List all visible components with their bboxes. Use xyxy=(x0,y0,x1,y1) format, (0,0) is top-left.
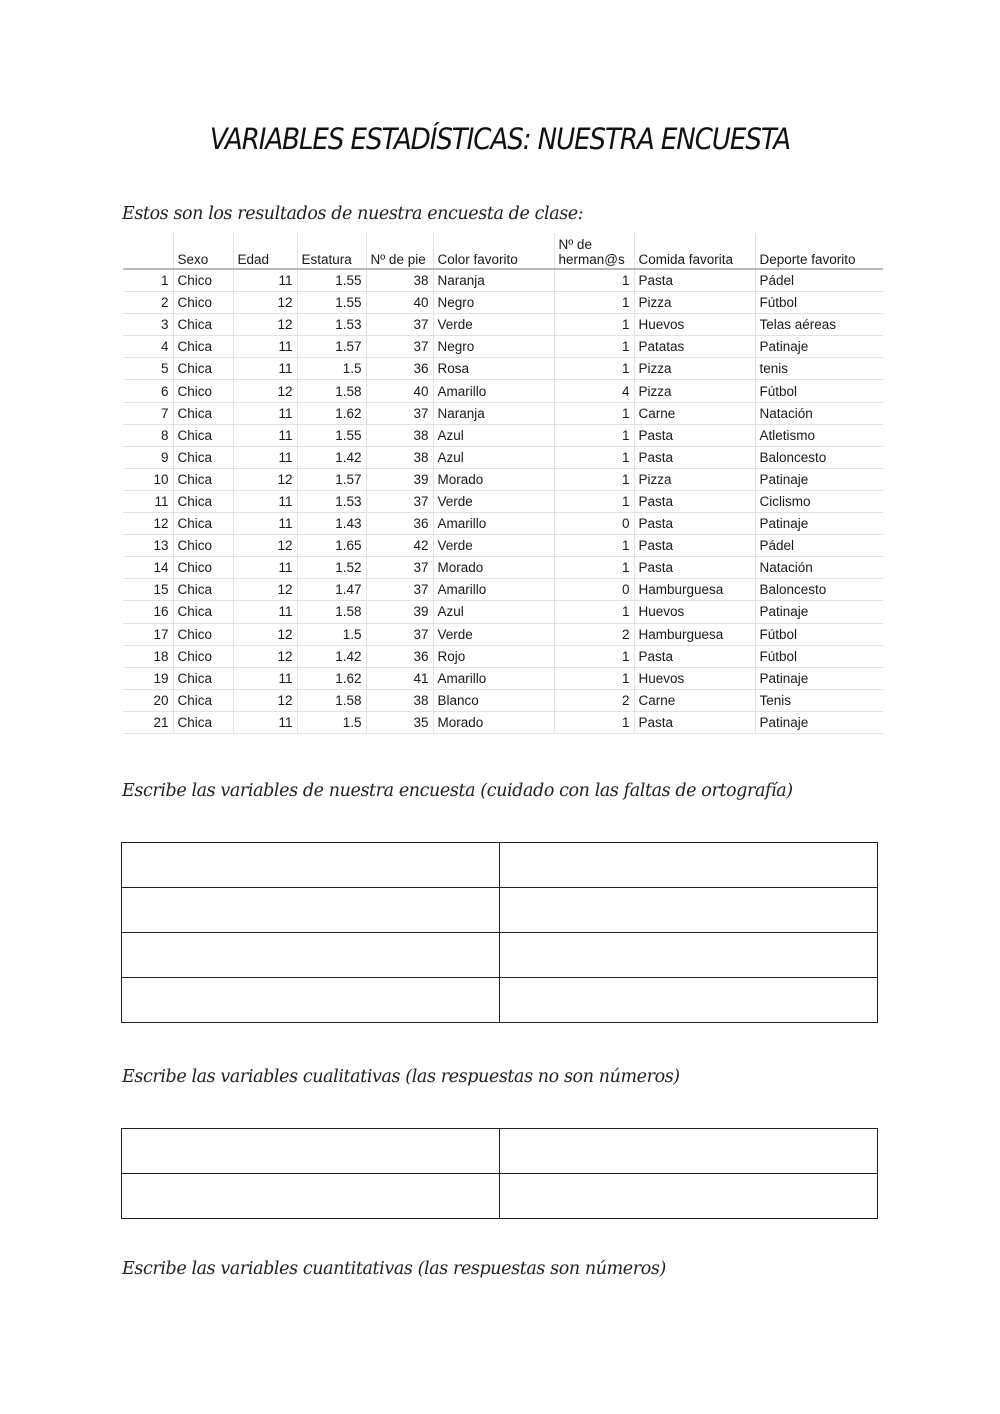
table-cell: 1 xyxy=(554,314,634,336)
table-cell: 2 xyxy=(554,623,634,645)
answer-row xyxy=(122,933,878,978)
table-cell: Patinaje xyxy=(755,711,883,733)
table-cell: Morado xyxy=(433,468,554,490)
answer-cell[interactable] xyxy=(122,1129,500,1174)
table-cell: Chica xyxy=(173,490,233,512)
table-cell: 12 xyxy=(233,579,297,601)
table-row xyxy=(123,358,883,380)
table-cell: 6 xyxy=(123,380,173,402)
table-row xyxy=(123,468,883,490)
table-cell: Negro xyxy=(433,336,554,358)
table-cell: 37 xyxy=(366,557,433,579)
table-cell: 15 xyxy=(123,579,173,601)
table-cell: 11 xyxy=(233,711,297,733)
table-cell: 1.55 xyxy=(297,292,366,314)
variables-answer-grid xyxy=(121,842,878,1023)
table-cell: 37 xyxy=(366,402,433,424)
table-cell: 18 xyxy=(123,645,173,667)
table-cell: Chica xyxy=(173,402,233,424)
answer-row xyxy=(122,1174,878,1219)
table-row xyxy=(123,513,883,535)
table-cell: 1 xyxy=(554,557,634,579)
table-cell: 1.53 xyxy=(297,490,366,512)
table-cell: Chica xyxy=(173,601,233,623)
column-header xyxy=(123,233,173,269)
table-cell: 1.58 xyxy=(297,601,366,623)
column-header: Comida favorita xyxy=(634,233,755,269)
table-cell: 1 xyxy=(554,446,634,468)
table-cell: Fútbol xyxy=(755,380,883,402)
table-cell: 11 xyxy=(123,490,173,512)
table-row xyxy=(123,557,883,579)
table-cell: 17 xyxy=(123,623,173,645)
answer-cell[interactable] xyxy=(500,843,878,888)
table-cell: 12 xyxy=(233,645,297,667)
table-cell: Patinaje xyxy=(755,601,883,623)
table-cell: 11 xyxy=(233,402,297,424)
table-cell: 9 xyxy=(123,446,173,468)
table-cell: Azul xyxy=(433,424,554,446)
table-row xyxy=(123,601,883,623)
table-cell: Pádel xyxy=(755,535,883,557)
table-cell: 1.62 xyxy=(297,402,366,424)
table-cell: 1 xyxy=(123,269,173,292)
table-cell: Chico xyxy=(173,623,233,645)
table-cell: 35 xyxy=(366,711,433,733)
table-cell: Chica xyxy=(173,689,233,711)
table-cell: Amarillo xyxy=(433,513,554,535)
answer-cell[interactable] xyxy=(500,888,878,933)
table-cell: 38 xyxy=(366,424,433,446)
table-cell: 2 xyxy=(123,292,173,314)
table-cell: Pasta xyxy=(634,535,755,557)
table-cell: 20 xyxy=(123,689,173,711)
table-cell: 10 xyxy=(123,468,173,490)
table-cell: 1.52 xyxy=(297,557,366,579)
qualitative-answer-grid xyxy=(121,1128,878,1219)
table-cell: 7 xyxy=(123,402,173,424)
table-cell: Pizza xyxy=(634,380,755,402)
table-cell: Verde xyxy=(433,490,554,512)
table-cell: 11 xyxy=(233,557,297,579)
table-cell: Pasta xyxy=(634,446,755,468)
table-cell: 1.55 xyxy=(297,269,366,292)
table-row xyxy=(123,402,883,424)
table-cell: Fútbol xyxy=(755,645,883,667)
answer-cell[interactable] xyxy=(500,978,878,1023)
answer-cell[interactable] xyxy=(122,843,500,888)
results-label: Estos son los resultados de nuestra encuesta de clase: xyxy=(122,204,584,224)
table-cell: Chica xyxy=(173,579,233,601)
table-cell: 1.42 xyxy=(297,446,366,468)
table-row xyxy=(123,314,883,336)
table-cell: Chica xyxy=(173,711,233,733)
table-cell: 19 xyxy=(123,667,173,689)
table-cell: Baloncesto xyxy=(755,446,883,468)
table-cell: 1.57 xyxy=(297,336,366,358)
table-cell: 11 xyxy=(233,490,297,512)
table-cell: 38 xyxy=(366,269,433,292)
table-cell: Chico xyxy=(173,269,233,292)
table-cell: 3 xyxy=(123,314,173,336)
table-cell: 37 xyxy=(366,579,433,601)
table-cell: 11 xyxy=(233,601,297,623)
column-header: Estatura xyxy=(297,233,366,269)
table-cell: 0 xyxy=(554,579,634,601)
table-cell: 36 xyxy=(366,645,433,667)
answer-cell[interactable] xyxy=(500,933,878,978)
table-cell: 41 xyxy=(366,667,433,689)
table-cell: Pizza xyxy=(634,468,755,490)
table-cell: Hamburguesa xyxy=(634,623,755,645)
table-cell: Blanco xyxy=(433,689,554,711)
table-cell: Chico xyxy=(173,292,233,314)
table-cell: Azul xyxy=(433,601,554,623)
table-row xyxy=(123,490,883,512)
table-cell: Huevos xyxy=(634,601,755,623)
table-cell: 38 xyxy=(366,446,433,468)
table-cell: 36 xyxy=(366,513,433,535)
table-cell: 39 xyxy=(366,601,433,623)
table-cell: Verde xyxy=(433,314,554,336)
table-cell: Verde xyxy=(433,623,554,645)
answer-row xyxy=(122,888,878,933)
table-cell: 37 xyxy=(366,336,433,358)
answer-row xyxy=(122,843,878,888)
column-header: Color favorito xyxy=(433,233,554,269)
table-cell: 12 xyxy=(233,292,297,314)
table-cell: 1.65 xyxy=(297,535,366,557)
column-header: Sexo xyxy=(173,233,233,269)
table-cell: 1 xyxy=(554,424,634,446)
table-cell: Chica xyxy=(173,468,233,490)
table-cell: 37 xyxy=(366,314,433,336)
table-cell: Chico xyxy=(173,645,233,667)
table-cell: Negro xyxy=(433,292,554,314)
table-cell: 1 xyxy=(554,358,634,380)
answer-row xyxy=(122,1129,878,1174)
table-cell: Patatas xyxy=(634,336,755,358)
table-row xyxy=(123,535,883,557)
table-cell: 1 xyxy=(554,711,634,733)
table-cell: Pasta xyxy=(634,269,755,292)
column-header: Deporte favorito xyxy=(755,233,883,269)
table-cell: Fútbol xyxy=(755,623,883,645)
table-cell: Atletismo xyxy=(755,424,883,446)
survey-results-table xyxy=(123,233,883,734)
table-cell: Naranja xyxy=(433,402,554,424)
table-cell: Patinaje xyxy=(755,468,883,490)
table-cell: 36 xyxy=(366,358,433,380)
table-cell: Pasta xyxy=(634,645,755,667)
table-cell: Pasta xyxy=(634,513,755,535)
table-cell: 37 xyxy=(366,490,433,512)
table-cell: Telas aéreas xyxy=(755,314,883,336)
table-cell: 1 xyxy=(554,468,634,490)
table-cell: Chica xyxy=(173,446,233,468)
table-cell: 1.58 xyxy=(297,689,366,711)
table-cell: 12 xyxy=(233,689,297,711)
table-cell: 8 xyxy=(123,424,173,446)
table-cell: 1.57 xyxy=(297,468,366,490)
table-cell: 1 xyxy=(554,645,634,667)
table-cell: 40 xyxy=(366,380,433,402)
table-cell: 1 xyxy=(554,402,634,424)
table-cell: 1 xyxy=(554,667,634,689)
table-cell: Pasta xyxy=(634,490,755,512)
answer-cell[interactable] xyxy=(122,978,500,1023)
table-cell: 2 xyxy=(554,689,634,711)
table-cell: 11 xyxy=(233,446,297,468)
table-cell: Huevos xyxy=(634,667,755,689)
answer-cell[interactable] xyxy=(122,888,500,933)
answer-cell[interactable] xyxy=(122,933,500,978)
table-cell: Natación xyxy=(755,557,883,579)
table-cell: Amarillo xyxy=(433,667,554,689)
table-cell: Chica xyxy=(173,513,233,535)
table-cell: 12 xyxy=(233,535,297,557)
table-cell: Morado xyxy=(433,711,554,733)
table-row xyxy=(123,667,883,689)
table-cell: Tenis xyxy=(755,689,883,711)
table-cell: 42 xyxy=(366,535,433,557)
table-cell: Patinaje xyxy=(755,336,883,358)
answer-cell[interactable] xyxy=(500,1174,878,1219)
table-cell: 1.5 xyxy=(297,358,366,380)
answer-cell[interactable] xyxy=(500,1129,878,1174)
table-row xyxy=(123,645,883,667)
table-cell: 1 xyxy=(554,292,634,314)
table-cell: 1 xyxy=(554,535,634,557)
table-cell: Chica xyxy=(173,667,233,689)
table-cell: Pasta xyxy=(634,557,755,579)
table-cell: 16 xyxy=(123,601,173,623)
table-row xyxy=(123,424,883,446)
table-cell: 1 xyxy=(554,601,634,623)
table-cell: 1 xyxy=(554,336,634,358)
table-cell: 11 xyxy=(233,336,297,358)
table-cell: Pizza xyxy=(634,292,755,314)
table-cell: 1 xyxy=(554,269,634,292)
table-cell: tenis xyxy=(755,358,883,380)
table-row xyxy=(123,689,883,711)
table-cell: Pasta xyxy=(634,424,755,446)
column-header: Nº de pie xyxy=(366,233,433,269)
table-cell: Rojo xyxy=(433,645,554,667)
table-row xyxy=(123,292,883,314)
table-cell: 1.47 xyxy=(297,579,366,601)
table-cell: Verde xyxy=(433,535,554,557)
table-cell: 11 xyxy=(233,424,297,446)
table-cell: Huevos xyxy=(634,314,755,336)
table-cell: 14 xyxy=(123,557,173,579)
table-cell: Pádel xyxy=(755,269,883,292)
answer-cell[interactable] xyxy=(122,1174,500,1219)
table-cell: 1.42 xyxy=(297,645,366,667)
table-cell: Rosa xyxy=(433,358,554,380)
table-cell: Hamburguesa xyxy=(634,579,755,601)
table-cell: 39 xyxy=(366,468,433,490)
table-cell: 1.62 xyxy=(297,667,366,689)
table-cell: 38 xyxy=(366,689,433,711)
table-cell: Azul xyxy=(433,446,554,468)
table-cell: Chico xyxy=(173,535,233,557)
table-cell: 0 xyxy=(554,513,634,535)
table-cell: 4 xyxy=(554,380,634,402)
table-cell: 11 xyxy=(233,269,297,292)
table-cell: Baloncesto xyxy=(755,579,883,601)
table-cell: 1.53 xyxy=(297,314,366,336)
qualitative-instruction: Escribe las variables cualitativas (las respuestas no son números) xyxy=(122,1067,680,1087)
table-cell: Fútbol xyxy=(755,292,883,314)
table-cell: 12 xyxy=(123,513,173,535)
table-cell: Pizza xyxy=(634,358,755,380)
table-cell: Amarillo xyxy=(433,380,554,402)
table-cell: 12 xyxy=(233,468,297,490)
table-cell: 11 xyxy=(233,358,297,380)
table-row xyxy=(123,711,883,733)
table-cell: 12 xyxy=(233,380,297,402)
table-cell: Patinaje xyxy=(755,513,883,535)
table-row xyxy=(123,269,883,292)
table-row xyxy=(123,623,883,645)
table-cell: 1.58 xyxy=(297,380,366,402)
table-cell: 12 xyxy=(233,623,297,645)
table-cell: 11 xyxy=(233,513,297,535)
table-cell: 21 xyxy=(123,711,173,733)
table-cell: Chica xyxy=(173,336,233,358)
table-cell: Carne xyxy=(634,402,755,424)
table-cell: Pasta xyxy=(634,711,755,733)
table-cell: 1.55 xyxy=(297,424,366,446)
column-header: Nº de herman@s xyxy=(554,233,634,269)
table-cell: 5 xyxy=(123,358,173,380)
table-row xyxy=(123,380,883,402)
table-cell: Morado xyxy=(433,557,554,579)
table-cell: 1.43 xyxy=(297,513,366,535)
table-cell: Chico xyxy=(173,557,233,579)
table-cell: 37 xyxy=(366,623,433,645)
table-cell: 13 xyxy=(123,535,173,557)
variables-instruction: Escribe las variables de nuestra encuesta (cuidado con las faltas de ortografía) xyxy=(122,781,793,801)
table-cell: Chica xyxy=(173,424,233,446)
table-cell: Chico xyxy=(173,380,233,402)
table-cell: Ciclismo xyxy=(755,490,883,512)
table-cell: 40 xyxy=(366,292,433,314)
table-cell: Patinaje xyxy=(755,667,883,689)
table-row xyxy=(123,336,883,358)
page-title: VARIABLES ESTADÍSTICAS: NUESTRA ENCUESTA xyxy=(209,122,791,156)
table-cell: Chica xyxy=(173,358,233,380)
answer-row xyxy=(122,978,878,1023)
table-cell: 4 xyxy=(123,336,173,358)
table-cell: Naranja xyxy=(433,269,554,292)
table-cell: 1.5 xyxy=(297,711,366,733)
table-cell: 12 xyxy=(233,314,297,336)
table-cell: Natación xyxy=(755,402,883,424)
table-cell: Carne xyxy=(634,689,755,711)
table-cell: 11 xyxy=(233,667,297,689)
table-row xyxy=(123,446,883,468)
table-cell: Chica xyxy=(173,314,233,336)
column-header: Edad xyxy=(233,233,297,269)
table-row xyxy=(123,579,883,601)
table-cell: Amarillo xyxy=(433,579,554,601)
table-cell: 1.5 xyxy=(297,623,366,645)
table-cell: 1 xyxy=(554,490,634,512)
quantitative-instruction: Escribe las variables cuantitativas (las respuestas son números) xyxy=(122,1259,666,1279)
